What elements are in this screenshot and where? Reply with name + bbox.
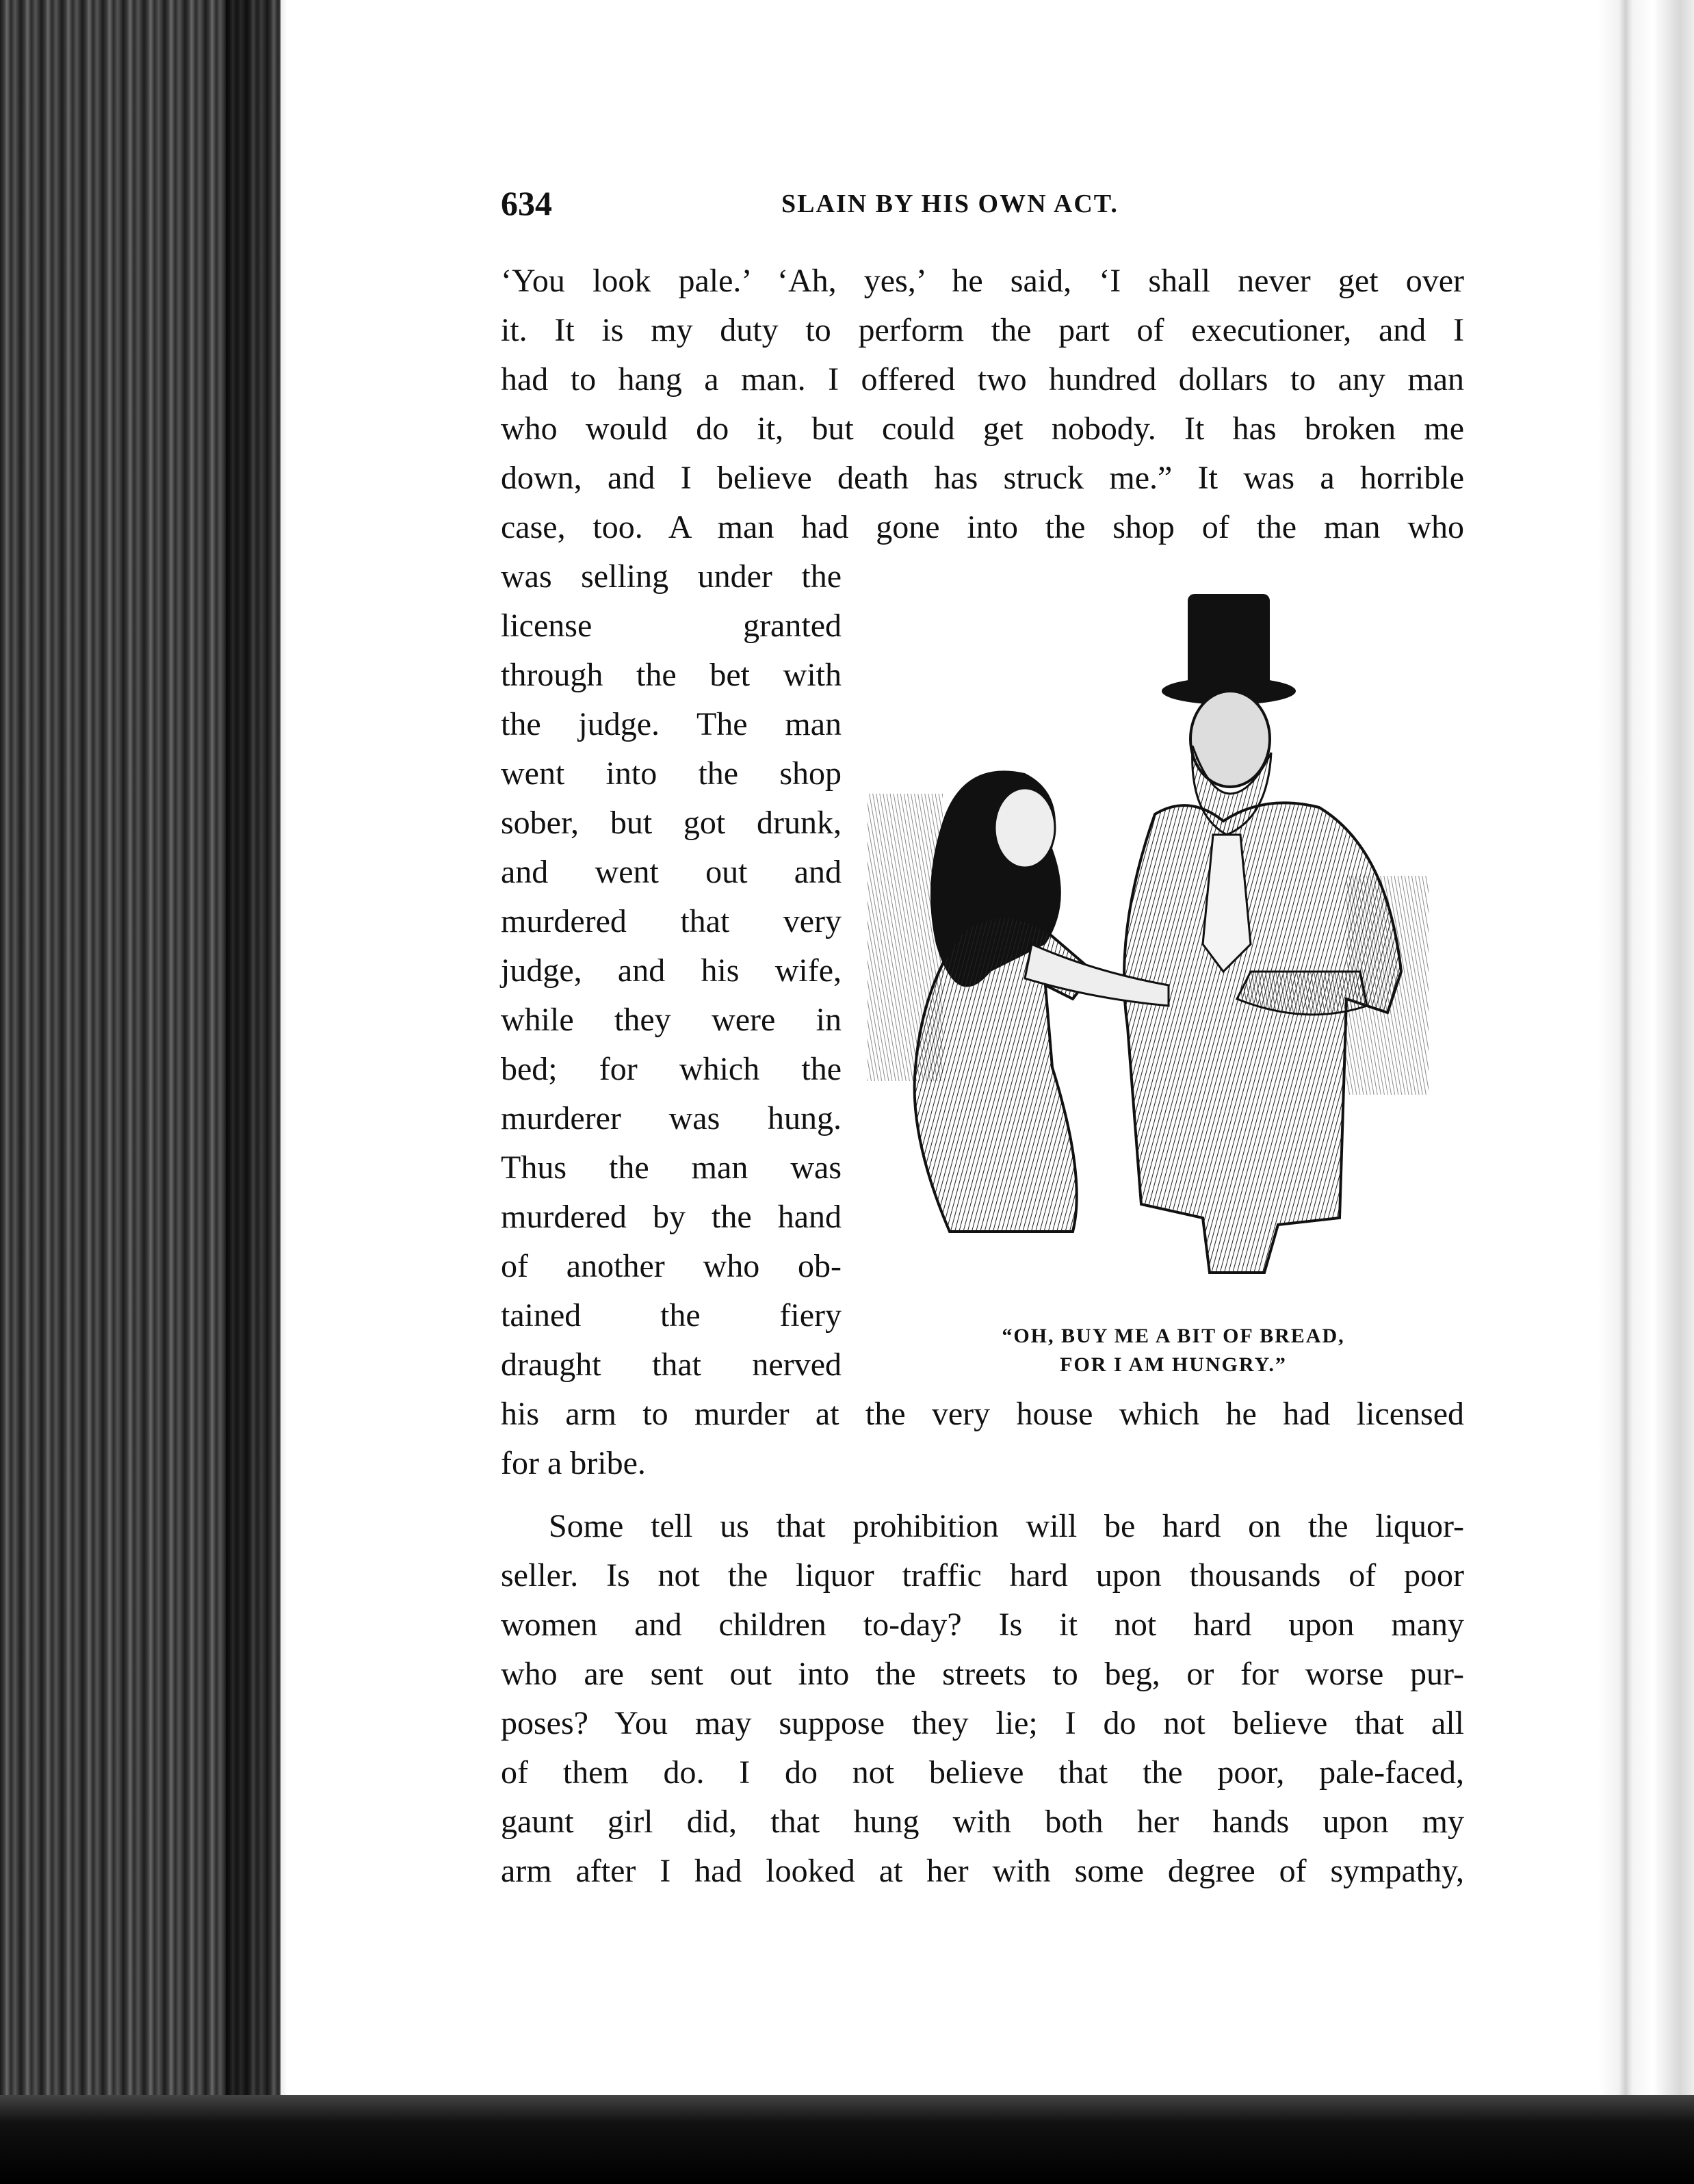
- text-line: murdered that very: [501, 903, 842, 939]
- caption-line: “OH, BUY ME A BIT OF BREAD,: [1002, 1325, 1345, 1347]
- text-line: judge, and his wife,: [501, 952, 842, 989]
- text-line: was selling under the: [501, 558, 842, 595]
- text-line: ‘You look pale.’ ‘Ah, yes,’ he said, ‘I shall never get over: [501, 263, 1464, 299]
- text-line: had to hang a man. I offered two hundred dollars to any man: [501, 361, 1464, 398]
- text-line: Thus the man was: [501, 1149, 842, 1186]
- text-line: and went out and: [501, 854, 842, 890]
- text-line: draught that nerved: [501, 1347, 842, 1383]
- bottom-scan-border: [0, 2095, 1694, 2184]
- text-line: women and children to-day? Is it not hard upon many: [501, 1607, 1464, 1643]
- text-line: license granted: [501, 608, 842, 644]
- text-line: the judge. The man: [501, 706, 842, 742]
- engraving-illustration: [868, 588, 1470, 1300]
- text-line: of them do. I do not believe that the poor, pale-faced,: [501, 1754, 1464, 1791]
- text-line: it. It is my duty to perform the part of executioner, and I: [501, 312, 1464, 348]
- caption-line: FOR I AM HUNGRY.”: [1060, 1353, 1287, 1376]
- text-line: murdered by the hand: [501, 1199, 842, 1235]
- woman-figure: [915, 770, 1169, 1232]
- text-line: who would do it, but could get nobody. It has broken me: [501, 411, 1464, 447]
- text-line: his arm to murder at the very house which he had licensed: [501, 1396, 1464, 1432]
- text-line: gaunt girl did, that hung with both her hands upon my: [501, 1804, 1464, 1840]
- text-line: bed; for which the: [501, 1051, 842, 1087]
- text-line: poses? You may suppose they lie; I do not believe that all: [501, 1705, 1464, 1741]
- text-line: murderer was hung.: [501, 1100, 842, 1136]
- page-header: [501, 183, 1465, 231]
- page-number: 634: [501, 184, 552, 222]
- text-line: through the bet with: [501, 657, 842, 693]
- text-line: for a bribe.: [501, 1445, 646, 1481]
- illustration-caption: [910, 1322, 1437, 1379]
- text-line: down, and I believe death has struck me.” It was a horrible: [501, 460, 1464, 496]
- text-line: Some tell us that prohibition will be hard on the liquor-: [549, 1508, 1464, 1544]
- text-line: while they were in: [501, 1002, 842, 1038]
- gutter-shadow: [226, 0, 287, 2184]
- man-figure: [1124, 594, 1401, 1273]
- running-title: SLAIN BY HIS OWN ACT.: [781, 190, 1119, 218]
- text-line: seller. Is not the liquor traffic hard upon thousands of poor: [501, 1557, 1464, 1594]
- text-line: case, too. A man had gone into the shop of the man who: [501, 509, 1464, 545]
- right-page-edge: [1598, 0, 1694, 2184]
- text-line: of another who ob-: [501, 1248, 842, 1284]
- text-line: arm after I had looked at her with some degree of sympathy,: [501, 1853, 1464, 1889]
- text-line: sober, but got drunk,: [501, 805, 842, 841]
- text-line: who are sent out into the streets to beg, or for worse pur-: [501, 1656, 1464, 1692]
- text-line: tained the fiery: [501, 1297, 842, 1334]
- text-line: went into the shop: [501, 755, 842, 792]
